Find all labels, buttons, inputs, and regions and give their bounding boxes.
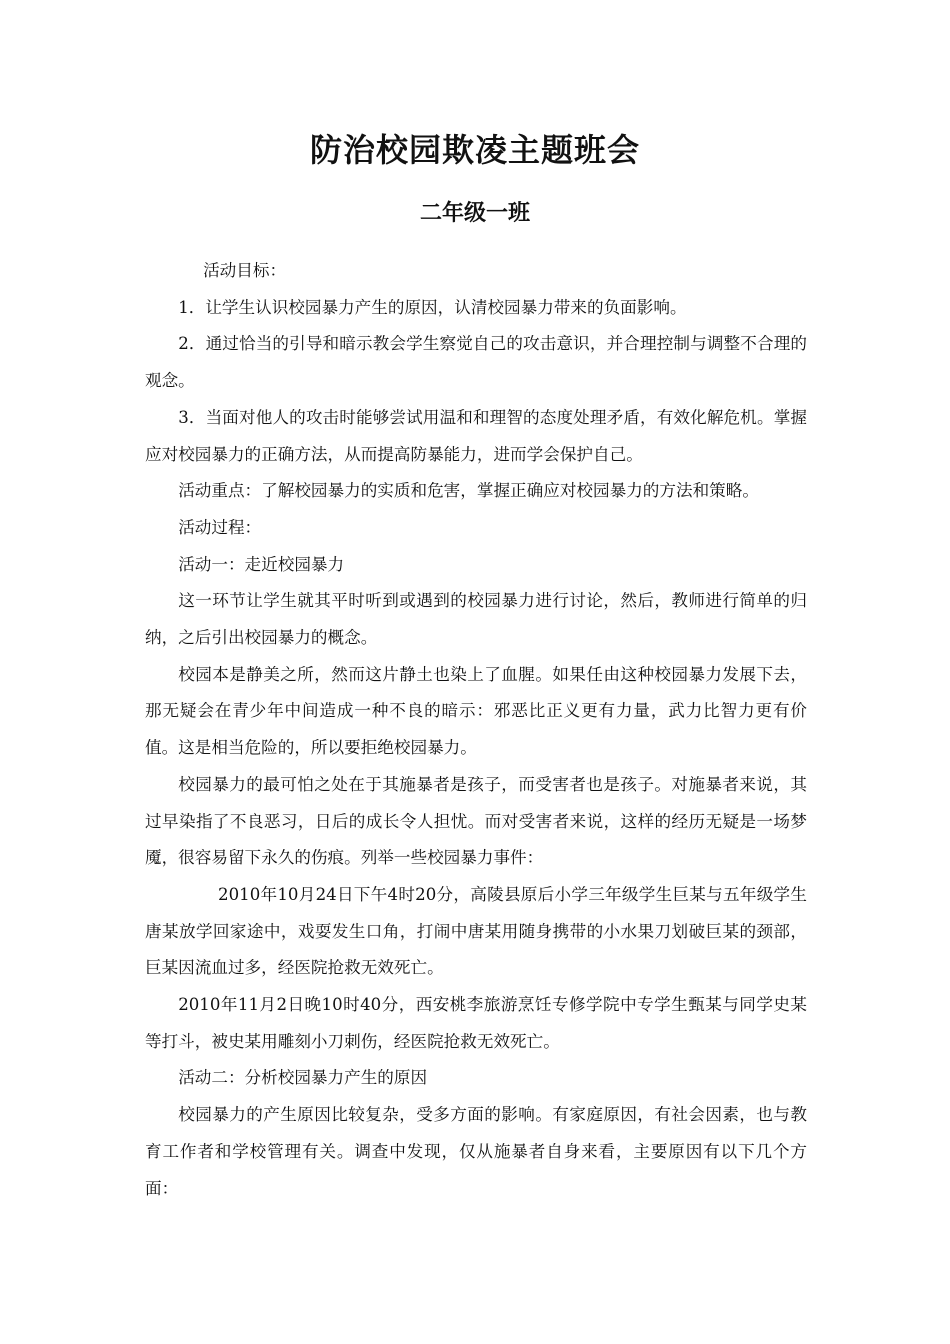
goal-item-2: 2．通过恰当的引导和暗示教会学生察觉自己的攻击意识，并合理控制与调整不合理的观念。 — [145, 334, 807, 391]
body-paragraph: 校园暴力的最可怕之处在于其施暴者是孩子，而受害者也是孩子。对施暴者来说，其过早染指了不良恶习，日后的成长令人担忧。而对受害者来说，这样的经历无疑是一场梦魇，很容易留下永久的伤痕。列举一些校园暴力事件： — [145, 774, 807, 868]
activity-heading-2: 活动二：分析校园暴力产生的原因 — [178, 1068, 428, 1088]
goal-item-3: 3．当面对他人的攻击时能够尝试用温和和理智的态度处理矛盾，有效化解危机。掌握应对校园暴力的正确方法，从而提高防暴能力，进而学会保护自己。 — [145, 407, 807, 464]
document-title: 防治校园欺凌主题班会 — [309, 131, 640, 169]
case-paragraph-1: 2010年10月24日下午4时20分，高陵县原后小学三年级学生巨某与五年级学生唐某放学回家途中，戏耍发生口角，打闹中唐某用随身携带的小水果刀划破巨某的颈部，巨某因流血过多，经医院抢救无效死亡。 — [145, 884, 807, 978]
case-paragraph-2: 2010年11月2日晚10时40分，西安桃李旅游烹饪专修学院中专学生甄某与同学史某等打斗，被史某用雕刻小刀刺伤，经医院抢救无效死亡。 — [145, 995, 807, 1051]
body-paragraph: 校园暴力的产生原因比较复杂，受多方面的影响。有家庭原因，有社会因素，也与教育工作者和学校管理有关。调查中发现，仅从施暴者自身来看，主要原因有以下几个方面： — [145, 1105, 807, 1198]
section-heading-focus: 活动重点：了解校园暴力的实质和危害，掌握正确应对校园暴力的方法和策略。 — [178, 481, 759, 501]
body-paragraph: 这一环节让学生就其平时听到或遇到的校园暴力进行讨论，然后，教师进行简单的归纳，之后引出校园暴力的概念。 — [145, 591, 807, 648]
goal-item-1: 1．让学生认识校园暴力产生的原因，认清校园暴力带来的负面影响。 — [178, 297, 687, 317]
document-subtitle: 二年级一班 — [419, 201, 530, 226]
document-body — [145, 253, 807, 1207]
activity-heading-1: 活动一：走近校园暴力 — [178, 554, 345, 574]
section-heading-process: 活动过程： — [178, 517, 262, 537]
section-heading-goals: 活动目标： — [203, 261, 287, 280]
body-paragraph: 校园本是静美之所，然而这片静土也染上了血腥。如果任由这种校园暴力发展下去，那无疑会在青少年中间造成一种不良的暗示：邪恶比正义更有力量，武力比智力更有价值。这是相当危险的，所以要拒绝校园暴力。 — [145, 664, 807, 758]
